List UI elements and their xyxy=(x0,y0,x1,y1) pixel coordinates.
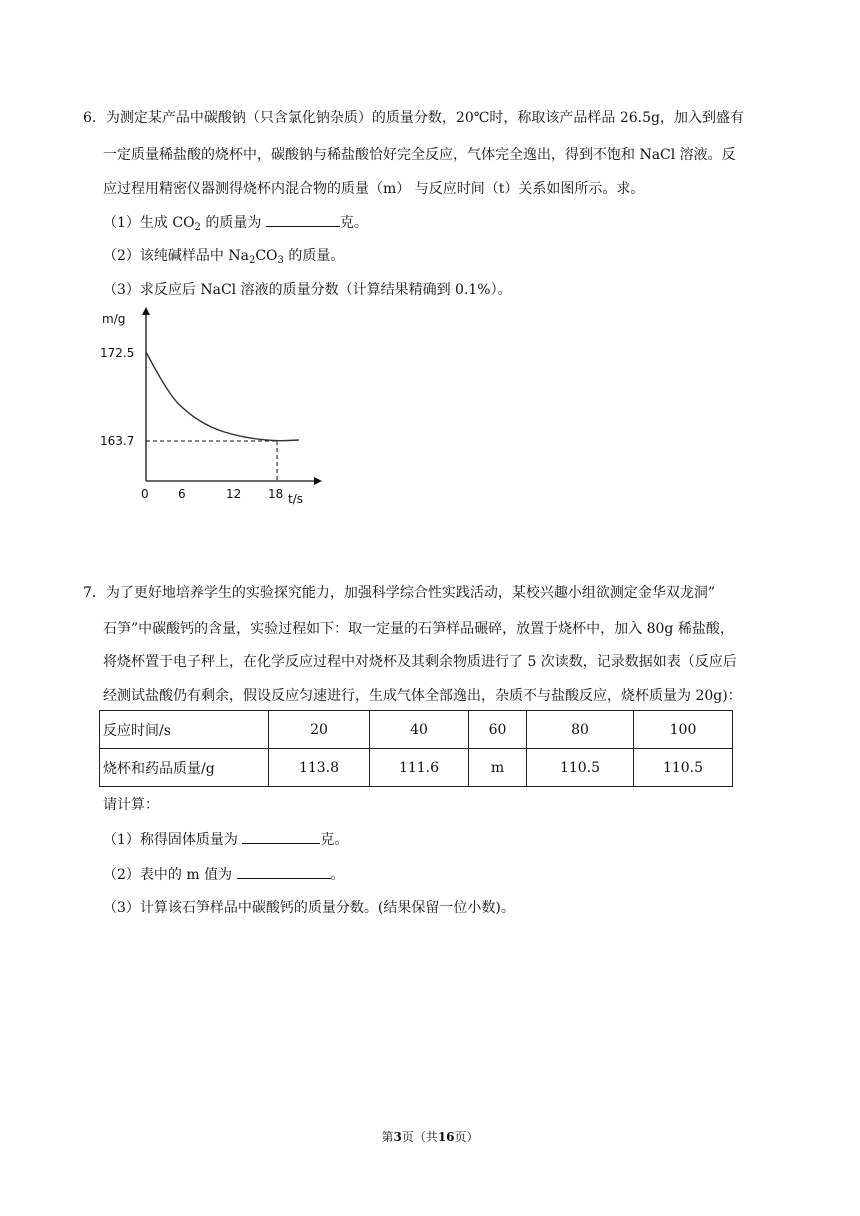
q7-number: 7． xyxy=(83,585,106,601)
q7-line-1 xyxy=(83,583,715,603)
table-cell: 110.5 xyxy=(634,749,733,787)
q7-stem-2: 石笋”中碳酸钙的含量，实验过程如下：取一定量的石笋样品碾碎，放置于烧杯中，加入 80g 稀盐酸， xyxy=(103,621,734,637)
table-cell: 100 xyxy=(634,711,733,749)
q6-line-1 xyxy=(83,108,744,128)
q7-sub-1 xyxy=(103,829,348,850)
q7-stem-1: 为了更好地培养学生的实验探究能力，加强科学综合性实践活动，某校兴趣小组欲测定金华双龙洞” xyxy=(105,585,716,601)
q6-sub2-mid: CO xyxy=(255,248,278,264)
q7-prompt: 请计算： xyxy=(103,797,159,813)
x-tick-label-4: 18 xyxy=(268,487,284,501)
table-cell: 60 xyxy=(469,711,527,749)
footer-pre: 第 xyxy=(381,1130,394,1144)
table-cell: 40 xyxy=(370,711,469,749)
q6-sub1-mid: 的质量为 xyxy=(200,215,266,231)
q7-answer-blank-2[interactable] xyxy=(237,864,331,879)
x-tick-label-1: 0 xyxy=(141,487,149,501)
q6-sub-1 xyxy=(103,212,368,233)
q6-sub1-unit: 克。 xyxy=(339,215,368,231)
footer-total-pages: 16 xyxy=(437,1130,455,1144)
x-tick-label-2: 6 xyxy=(178,487,186,501)
q6-answer-blank[interactable] xyxy=(266,212,340,227)
y-tick-label-2: 163.7 xyxy=(100,434,135,448)
table-row xyxy=(100,749,733,787)
footer-post: 页） xyxy=(454,1130,479,1144)
table-row xyxy=(100,711,733,749)
q6-sub2-post: 的质量。 xyxy=(283,248,345,264)
y-tick-label-1: 172.5 xyxy=(100,346,135,360)
footer-page-number: 3 xyxy=(393,1130,402,1144)
q7-stem-3: 将烧杯置于电子秤上，在化学反应过程中对烧杯及其剩余物质进行了 5 次读数，记录数据如表（反应后 xyxy=(103,654,737,670)
table-cell: 113.8 xyxy=(269,749,370,787)
q7-sub2-text: （2）表中的 m 值为 xyxy=(103,867,237,883)
row-header-mass: 烧杯和药品质量/g xyxy=(100,749,269,787)
q7-stem-4: 经测试盐酸仍有剩余，假设反应匀速进行，生成气体全部逸出，杂质不与盐酸反应，烧杯质量为 20g)： xyxy=(103,688,742,704)
q7-sub1-text: （1）称得固体质量为 xyxy=(103,832,243,848)
q7-sub1-unit: 克。 xyxy=(320,832,349,848)
mass-time-chart xyxy=(98,305,323,510)
q6-stem-2: 一定质量稀盐酸的烧杯中，碳酸钠与稀盐酸恰好完全反应，气体完全逸出，得到不饱和 NaCl 溶液。反 xyxy=(103,147,736,163)
q6-sub1-subscript: 2 xyxy=(194,222,201,233)
q6-stem-1: 为测定某产品中碳酸钠（只含氯化钠杂质）的质量分数，20℃时，称取该产品样品 26.5g，加入到盛有 xyxy=(105,110,744,126)
mass-curve xyxy=(146,352,299,441)
table-cell: m xyxy=(469,749,527,787)
x-axis-label: t/s xyxy=(288,492,303,506)
table-cell: 20 xyxy=(269,711,370,749)
q6-sub2-text: （2）该纯碱样品中 Na xyxy=(103,248,249,264)
q6-sub-2 xyxy=(103,246,344,266)
table-cell: 110.5 xyxy=(527,749,634,787)
q6-sub2-subscript-1: 2 xyxy=(248,255,256,266)
q6-stem-3: 应过程用精密仪器测得烧杯内混合物的质量（m） 与反应时间（t）关系如图所示。求。 xyxy=(103,181,645,197)
q7-sub-3: （3）计算该石笋样品中碳酸钙的质量分数。(结果保留一位小数)。 xyxy=(103,900,515,916)
q7-sub2-post: 。 xyxy=(330,867,345,883)
q7-answer-blank-1[interactable] xyxy=(242,829,320,844)
page-footer xyxy=(0,1128,860,1145)
footer-mid: 页（共 xyxy=(401,1130,438,1144)
table-cell: 80 xyxy=(527,711,634,749)
y-axis-label: m/g xyxy=(102,312,126,326)
q7-sub-2 xyxy=(103,864,345,885)
q6-sub1-text: （1）生成 CO xyxy=(103,215,195,231)
row-header-time: 反应时间/s xyxy=(100,711,269,749)
q6-number: 6． xyxy=(83,110,106,126)
x-tick-label-3: 12 xyxy=(226,487,242,501)
q6-sub2-subscript-2: 3 xyxy=(277,255,284,266)
q6-sub-3: （3）求反应后 NaCl 溶液的质量分数（计算结果精确到 0.1%）。 xyxy=(103,282,512,298)
table-cell: 111.6 xyxy=(370,749,469,787)
reading-table xyxy=(99,710,733,787)
